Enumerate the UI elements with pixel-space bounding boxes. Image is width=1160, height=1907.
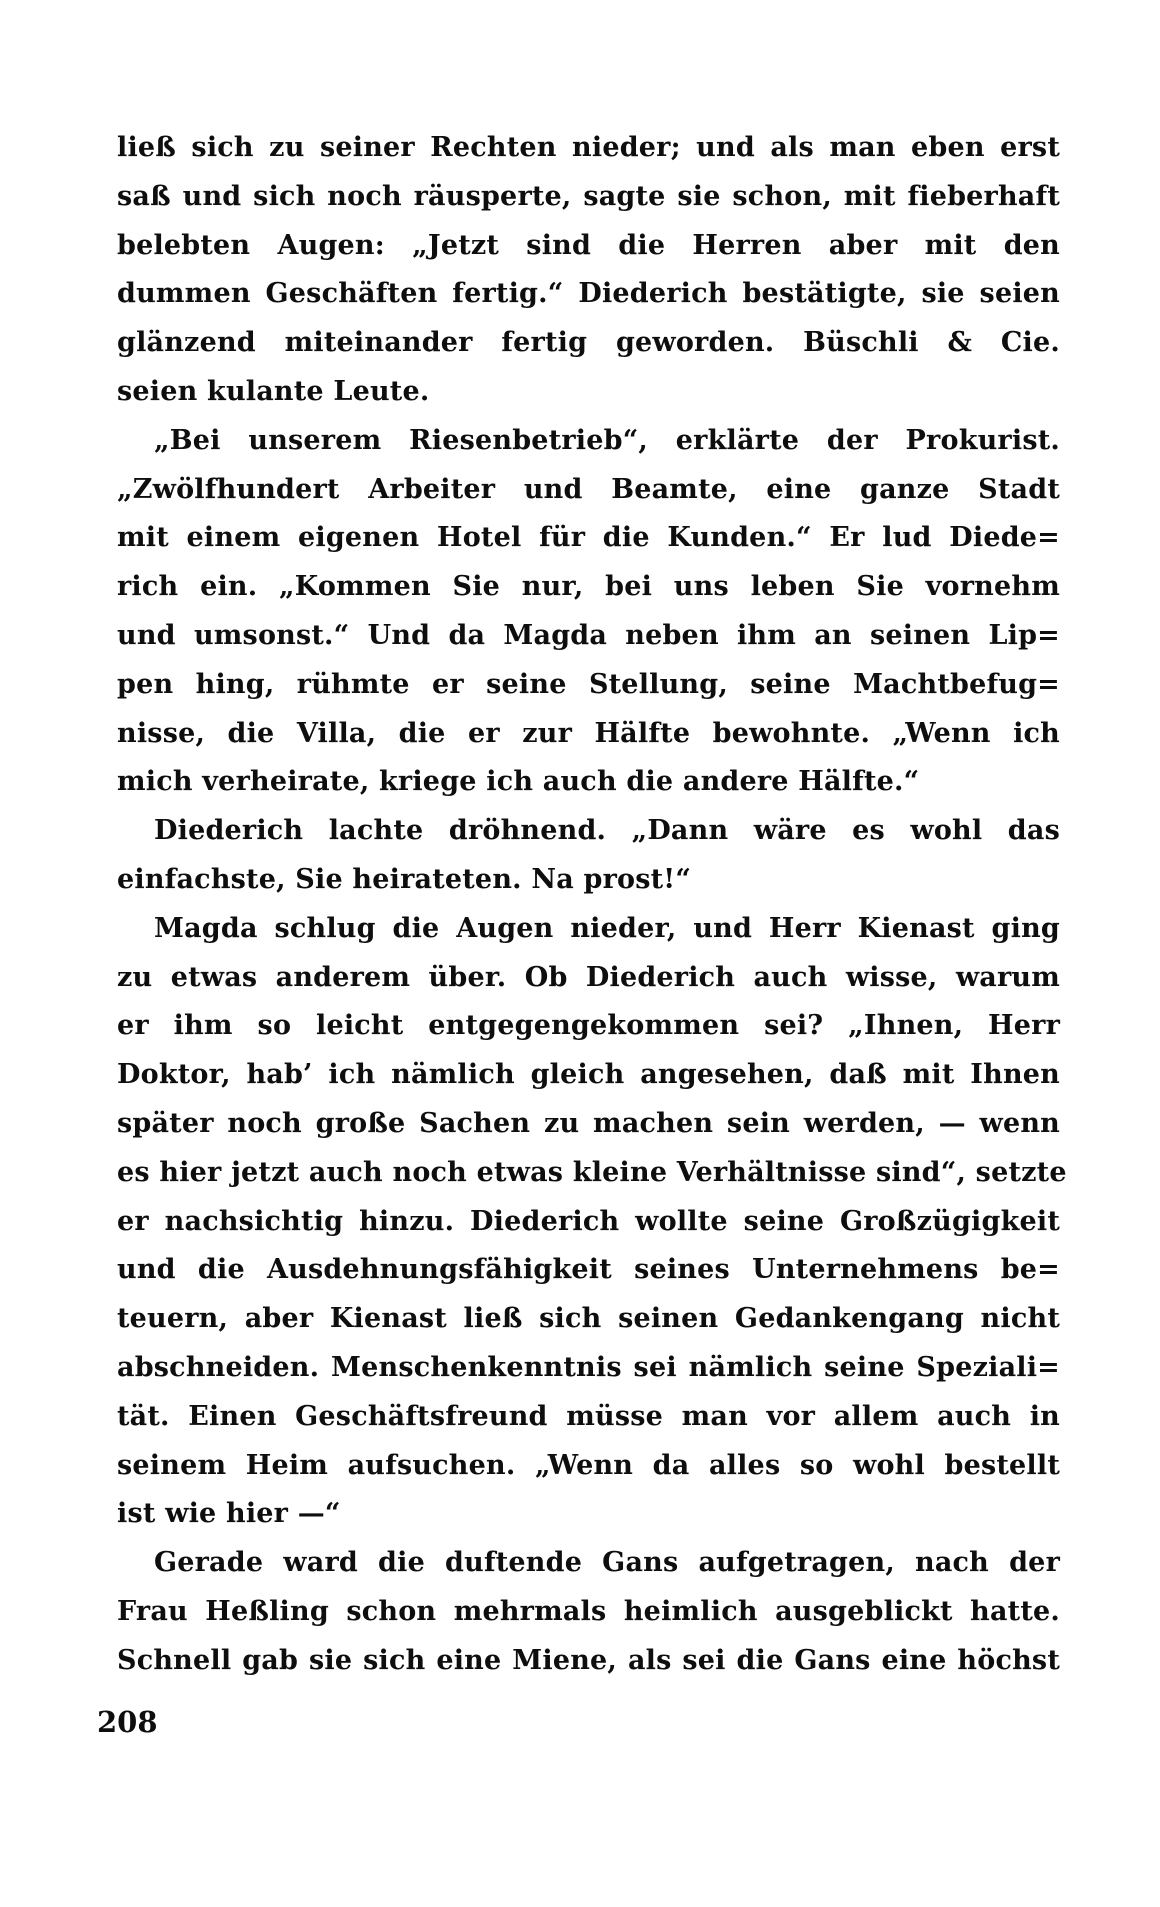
text-line: ließ sich zu seiner Rechten nieder; und als man eben erst <box>117 132 1060 163</box>
text-line: Frau Heßling schon mehrmals heimlich ausgeblickt hatte. <box>117 1595 1060 1627</box>
text-line: zu etwas anderem über. Ob Diederich auch wisse, warum <box>117 961 1060 993</box>
text-line: saß und sich noch räusperte, sagte sie schon, mit fieberhaft <box>117 180 1060 212</box>
text-line: Doktor, hab’ ich nämlich gleich angesehen, daß mit Ihnen <box>117 1059 1060 1091</box>
text-line: pen hing, rühmte er seine Stellung, seine Machtbefug= <box>117 668 1060 700</box>
paragraph <box>117 1539 1060 1685</box>
text-line: ist wie hier —“ <box>117 1498 341 1530</box>
paragraph <box>117 417 1060 807</box>
text-line: rich ein. „Kommen Sie nur, bei uns leben Sie vornehm <box>117 571 1060 603</box>
text-line: es hier jetzt auch noch etwas kleine Verhältnisse sind“, setzte <box>117 1156 1067 1188</box>
text-line: „Zwölfhundert Arbeiter und Beamte, eine ganze Stadt <box>117 473 1060 505</box>
text-line: dummen Geschäften fertig.“ Diederich bestätigte, sie seien <box>117 278 1060 310</box>
text-line: Diederich lachte dröhnend. „Dann wäre es wohl das <box>154 815 1060 847</box>
text-line: Gerade ward die duftende Gans aufgetragen, nach der <box>154 1547 1060 1579</box>
page-number: 208 <box>97 1705 158 1739</box>
text-line: und umsonst.“ Und da Magda neben ihm an seinen Lip= <box>117 619 1060 651</box>
text-line: Schnell gab sie sich eine Miene, als sei die Gans eine höchst <box>117 1644 1060 1676</box>
text-line: nisse, die Villa, die er zur Hälfte bewohnte. „Wenn ich <box>117 717 1060 749</box>
text-line: seinem Heim aufsuchen. „Wenn da alles so wohl bestellt <box>117 1449 1060 1481</box>
paragraph <box>117 807 1060 905</box>
page-text <box>117 124 1067 1686</box>
text-line: belebten Augen: „Jetzt sind die Herren aber mit den <box>117 229 1060 261</box>
text-line: tät. Einen Geschäftsfreund müsse man vor allem auch in <box>117 1400 1060 1432</box>
text-line: seien kulante Leute. <box>117 375 430 407</box>
paragraph <box>117 124 1060 417</box>
text-line: später noch große Sachen zu machen sein werden, — wenn <box>117 1107 1060 1139</box>
text-line: Magda schlug die Augen nieder, und Herr Kienast ging <box>154 912 1060 944</box>
text-line: glänzend miteinander fertig geworden. Büschli & Cie. <box>117 327 1060 359</box>
text-line: einfachste, Sie heirateten. Na prost!“ <box>117 863 692 895</box>
paragraph <box>117 905 1067 1539</box>
text-line: mit einem eigenen Hotel für die Kunden.“ Er lud Diede= <box>117 522 1060 554</box>
text-line: abschneiden. Menschenkenntnis sei nämlich seine Speziali= <box>117 1351 1060 1383</box>
text-line: teuern, aber Kienast ließ sich seinen Gedankengang nicht <box>117 1303 1060 1335</box>
text-line: er nachsichtig hinzu. Diederich wollte seine Großzügigkeit <box>117 1205 1060 1237</box>
text-line: er ihm so leicht entgegengekommen sei? „Ihnen, Herr <box>117 1010 1060 1042</box>
text-line: mich verheirate, kriege ich auch die andere Hälfte.“ <box>117 766 920 798</box>
text-line: „Bei unserem Riesenbetrieb“, erklärte der Prokurist. <box>154 424 1060 456</box>
text-line: und die Ausdehnungsfähigkeit seines Unternehmens be= <box>117 1254 1060 1286</box>
